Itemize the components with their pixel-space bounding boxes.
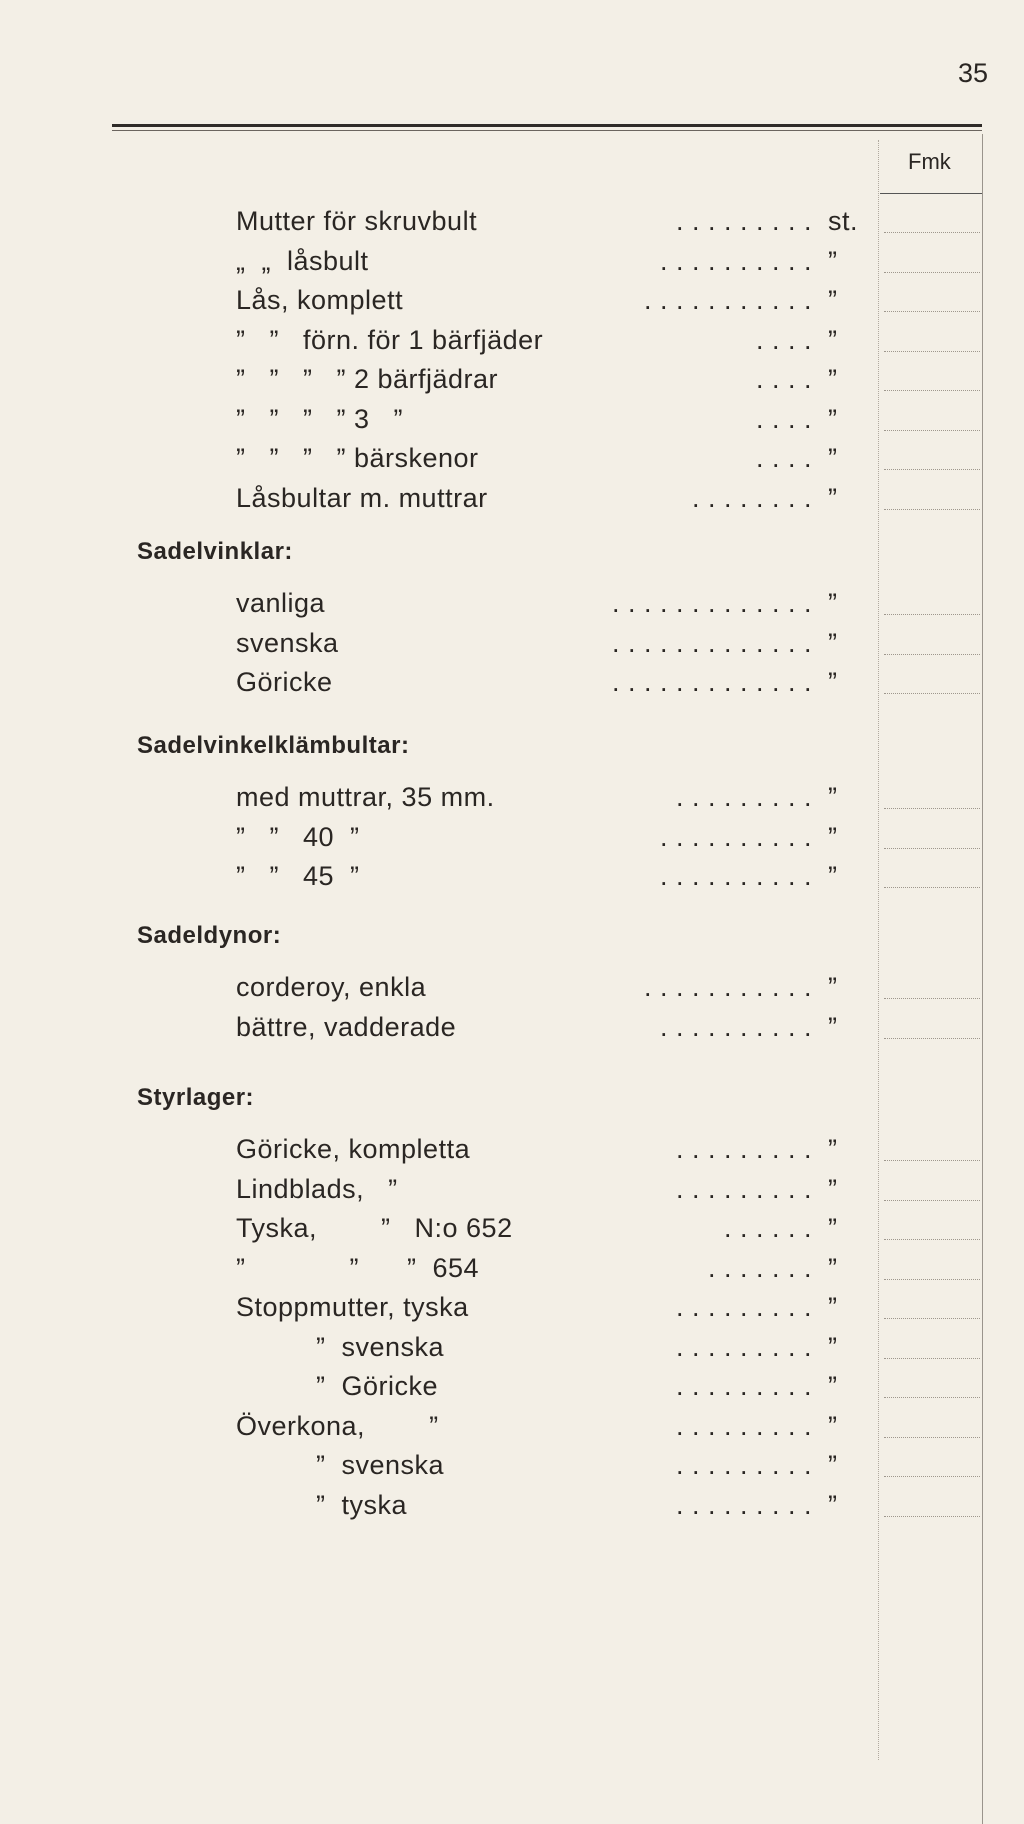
unit-label: ” <box>828 1134 838 1164</box>
top-rule <box>112 124 982 127</box>
section-heading: Styrlager: <box>137 1084 255 1111</box>
row-overkona-tyska <box>0 1490 1024 1530</box>
unit-label: ” <box>828 482 838 513</box>
leader-dots: . . . . <box>755 443 812 473</box>
price-fill-line <box>884 1318 980 1319</box>
row-overkona-svenska <box>0 1450 1024 1490</box>
item-label: ” ” förn. för 1 bärfjäder <box>236 324 544 355</box>
row-stoppmutter-svenska <box>0 1332 1024 1372</box>
leader-dots: . . . . . . . . . . . . . <box>611 627 812 658</box>
leader-dots: . . . . . . . . . . . . . <box>611 667 812 697</box>
item-label: „ „ låsbult <box>236 245 369 276</box>
price-fill-line <box>884 654 980 655</box>
leader-dots: . . . . . . . . . <box>675 1173 812 1204</box>
unit-label: ” <box>828 1252 838 1283</box>
price-column-header: Fmk <box>908 149 951 174</box>
price-fill-line <box>884 614 980 615</box>
item-label: Mutter för skruvbult <box>236 206 478 236</box>
row-45 <box>0 861 1024 901</box>
unit-label: ” <box>828 285 838 315</box>
unit-label: ” <box>828 1331 838 1362</box>
row-forn-2 <box>0 364 1024 404</box>
leader-dots: . . . . . . . . . . . <box>643 285 812 315</box>
leader-dots: . . . . . . . . . <box>675 782 812 812</box>
leader-dots: . . . . . . . . . <box>675 1292 812 1322</box>
unit-label: ” <box>828 972 838 1002</box>
item-label: ” svenska <box>236 1331 445 1362</box>
item-label: Göricke, kompletta <box>236 1134 471 1164</box>
price-fill-line <box>884 469 980 470</box>
item-label: ” ” ” ” 2 bärfjädrar <box>236 364 499 394</box>
item-label: svenska <box>236 627 339 658</box>
price-fill-line <box>884 1437 980 1438</box>
price-fill-line <box>884 808 980 809</box>
leader-dots: . . . . . . <box>723 1213 812 1243</box>
price-header-rule <box>880 193 982 194</box>
item-label: ” ” 45 ” <box>236 861 360 891</box>
item-label: ” ” ” ” bärskenor <box>236 443 479 473</box>
leader-dots: . . . . . . . . . <box>675 1410 812 1441</box>
row-corderoy <box>0 972 1024 1012</box>
unit-label: st. <box>828 206 859 236</box>
row-overkona <box>0 1411 1024 1451</box>
row-battre <box>0 1012 1024 1052</box>
row-goricke-kompletta <box>0 1134 1024 1174</box>
price-fill-line <box>884 232 980 233</box>
price-fill-line <box>884 1397 980 1398</box>
price-fill-line <box>884 1200 980 1201</box>
leader-dots: . . . . <box>755 364 812 394</box>
item-label: Lindblads, ” <box>236 1173 398 1204</box>
row-tyska-652 <box>0 1213 1024 1253</box>
item-label: ” svenska <box>236 1450 445 1480</box>
unit-label: ” <box>828 403 838 434</box>
row-lindblads <box>0 1174 1024 1214</box>
leader-dots: . . . . . . . . . . <box>659 245 812 276</box>
unit-label: ” <box>828 1450 838 1480</box>
unit-label: ” <box>828 861 838 891</box>
row-vanliga <box>0 588 1024 628</box>
price-fill-line <box>884 509 980 510</box>
leader-dots: . . . . . . . . . . <box>659 861 812 891</box>
leader-dots: . . . . . . . . . <box>675 206 812 236</box>
item-label: vanliga <box>236 588 326 618</box>
row-forn-1 <box>0 325 1024 365</box>
price-fill-line <box>884 1160 980 1161</box>
unit-label: ” <box>828 1489 838 1520</box>
row-forn-3 <box>0 404 1024 444</box>
leader-dots: . . . . . . . . . . <box>659 1011 812 1042</box>
unit-label: ” <box>828 1292 838 1322</box>
item-label: ” ” ” ” 3 ” <box>236 403 403 434</box>
price-fill-line <box>884 1239 980 1240</box>
item-label: med muttrar, 35 mm. <box>236 782 495 812</box>
row-35mm <box>0 782 1024 822</box>
unit-label: ” <box>828 1173 838 1204</box>
price-fill-line <box>884 848 980 849</box>
leader-dots: . . . . <box>755 324 812 355</box>
price-fill-line <box>884 1279 980 1280</box>
item-label: Tyska, ” N:o 652 <box>236 1213 513 1243</box>
row-goricke <box>0 667 1024 707</box>
price-fill-line <box>884 887 980 888</box>
row-mutter-lasbult <box>0 246 1024 286</box>
unit-label: ” <box>828 1410 838 1441</box>
row-lasbultar <box>0 483 1024 523</box>
item-label: corderoy, enkla <box>236 972 427 1002</box>
leader-dots: . . . . . . . . <box>691 482 812 513</box>
price-fill-line <box>884 1476 980 1477</box>
leader-dots: . . . . . . . . . <box>675 1134 812 1164</box>
price-fill-line <box>884 693 980 694</box>
row-654 <box>0 1253 1024 1293</box>
unit-label: ” <box>828 364 838 394</box>
leader-dots: . . . . . . . . . . <box>659 821 812 852</box>
row-mutter-skruvbult <box>0 206 1024 246</box>
section-heading: Sadelvinklar: <box>137 538 293 565</box>
item-label: ” ” ” 654 <box>236 1252 480 1283</box>
item-label: ” ” 40 ” <box>236 821 360 852</box>
leader-dots: . . . . . . . . . <box>675 1331 812 1362</box>
price-fill-line <box>884 430 980 431</box>
price-fill-line <box>884 311 980 312</box>
price-fill-line <box>884 351 980 352</box>
unit-label: ” <box>828 245 838 276</box>
price-fill-line <box>884 1358 980 1359</box>
item-label: Låsbultar m. muttrar <box>236 482 488 513</box>
item-label: ” Göricke <box>236 1371 439 1401</box>
row-stoppmutter-tyska <box>0 1292 1024 1332</box>
item-label: ” tyska <box>236 1489 408 1520</box>
item-label: Stoppmutter, tyska <box>236 1292 469 1322</box>
top-rule-thin <box>112 130 982 131</box>
unit-label: ” <box>828 443 838 473</box>
unit-label: ” <box>828 1213 838 1243</box>
price-fill-line <box>884 998 980 999</box>
unit-label: ” <box>828 588 838 618</box>
leader-dots: . . . . . . . . . <box>675 1450 812 1480</box>
unit-label: ” <box>828 1011 838 1042</box>
unit-label: ” <box>828 627 838 658</box>
item-label: Överkona, ” <box>236 1410 439 1441</box>
item-label: bättre, vadderade <box>236 1011 457 1042</box>
leader-dots: . . . . . . . . . . . . . <box>611 588 812 618</box>
price-fill-line <box>884 272 980 273</box>
row-40 <box>0 822 1024 862</box>
unit-label: ” <box>828 782 838 812</box>
unit-label: ” <box>828 1371 838 1401</box>
leader-dots: . . . . . . . . . <box>675 1489 812 1520</box>
price-fill-line <box>884 1516 980 1517</box>
section-heading: Sadeldynor: <box>137 922 282 949</box>
item-label: Lås, komplett <box>236 285 404 315</box>
unit-label: ” <box>828 821 838 852</box>
page-number: 35 <box>957 58 988 88</box>
leader-dots: . . . . . . . <box>707 1252 812 1283</box>
row-stoppmutter-goricke <box>0 1371 1024 1411</box>
price-fill-line <box>884 1038 980 1039</box>
item-label: Göricke <box>236 667 333 697</box>
price-fill-line <box>884 390 980 391</box>
section-heading: Sadelvinkelklämbultar: <box>137 732 410 759</box>
row-las-komplett <box>0 285 1024 325</box>
leader-dots: . . . . . . . . . <box>675 1371 812 1401</box>
leader-dots: . . . . <box>755 403 812 434</box>
row-barskenor <box>0 443 1024 483</box>
unit-label: ” <box>828 667 838 697</box>
row-svenska <box>0 628 1024 668</box>
leader-dots: . . . . . . . . . . . <box>643 972 812 1002</box>
unit-label: ” <box>828 324 838 355</box>
